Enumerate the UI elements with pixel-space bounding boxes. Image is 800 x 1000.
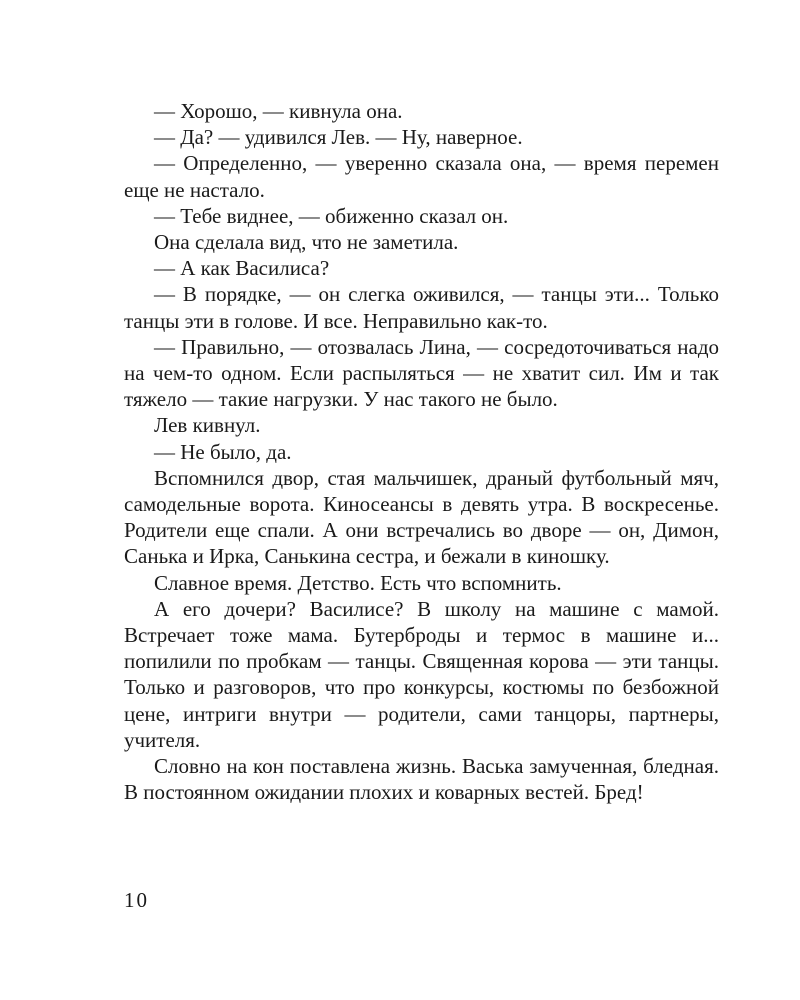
body-text xyxy=(124,98,719,805)
paragraph: — Хорошо, — кивнула она. xyxy=(154,99,403,123)
paragraph: Она сделала вид, что не заметила. xyxy=(154,230,459,255)
paragraph: — Тебе виднее, — обиженно сказал он. xyxy=(154,203,509,228)
paragraph: — Да? — удивился Лев. — Ну, наверное. xyxy=(154,125,523,150)
page-number: 10 xyxy=(124,888,149,912)
paragraph: А его дочери? Василисе? В школу на машине с мамой. Встречает тоже мама. Бутерброды и термос в машине и... попилили по пробкам — танцы. Священная корова — эти танцы. Только и разговоров, что про конкурсы, костюмы по безбожной цене, интриги внутри — родители, сами танцоры, партнеры, учителя. xyxy=(124,596,719,752)
paragraph: Вспомнился двор, стая мальчишек, драный футбольный мяч, самодельные ворота. Киносеансы в девять утра. В воскресенье. Родители еще спали. А они встречались во дворе — он, Димон, Санька и Ирка, Санькина сестра, и бежали в киношку. xyxy=(124,465,719,569)
paragraph: Славное время. Детство. Есть что вспомнить. xyxy=(154,570,562,595)
paragraph: — А как Василиса? xyxy=(154,256,330,281)
paragraph: — Правильно, — отозвалась Лина, — сосредоточиваться надо на чем-то одном. Если распыляться — не хватит сил. Им и так тяжело — такие нагрузки. У нас такого не было. xyxy=(124,334,719,412)
paragraph: Словно на кон поставлена жизнь. Васька замученная, бледная. В постоянном ожидании плохих и коварных вестей. Бред! xyxy=(124,754,719,805)
paragraph: — В порядке, — он слегка оживился, — танцы эти... Только танцы эти в голове. И все. Неправильно как-то. xyxy=(124,282,719,333)
paragraph: — Не было, да. xyxy=(154,439,292,464)
paragraph: Лев кивнул. xyxy=(154,413,261,438)
paragraph: — Определенно, — уверенно сказала она, — время перемен еще не настало. xyxy=(124,151,719,202)
